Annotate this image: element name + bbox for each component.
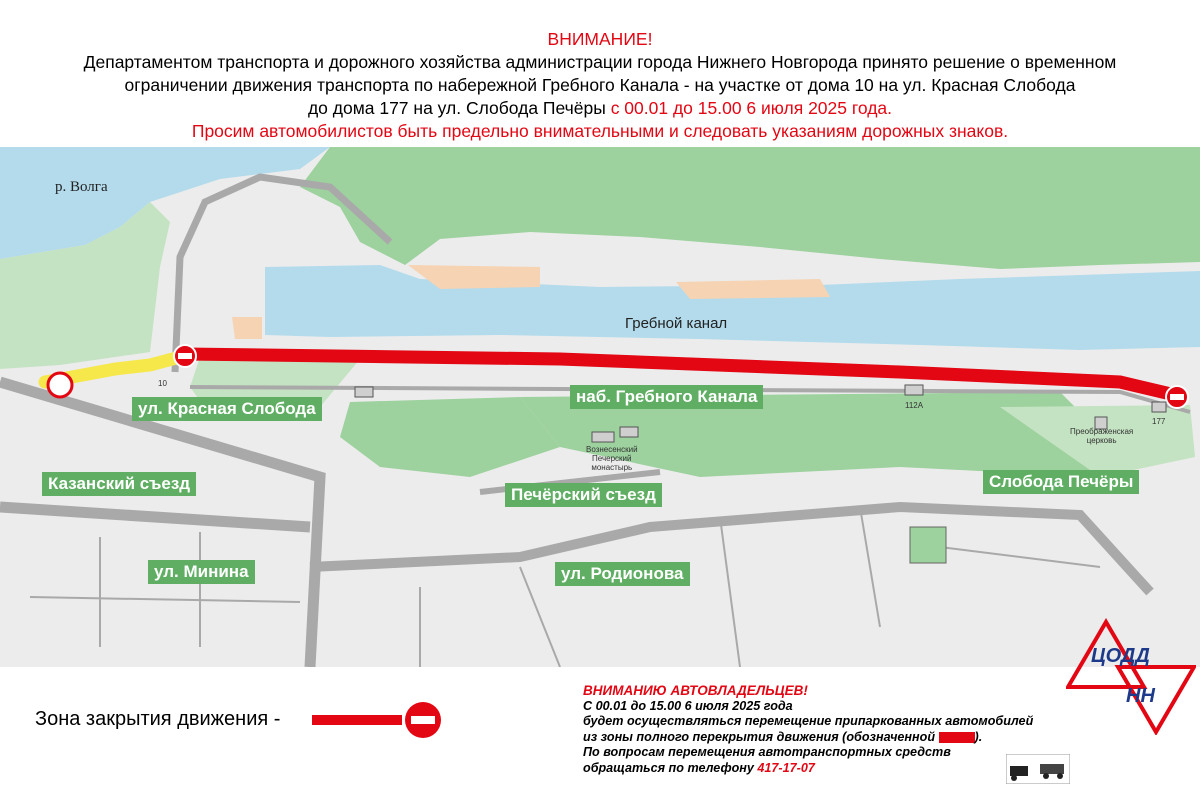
- label-naberezhnaya: наб. Гребного Канала: [570, 385, 763, 409]
- tow-truck-icon: [1006, 754, 1070, 784]
- building-177: [1152, 402, 1166, 412]
- notice-phone-label: обращаться по телефону: [583, 760, 754, 775]
- canal-label: Гребной канал: [625, 315, 728, 332]
- notice-line-5: [583, 761, 1033, 777]
- legend: [35, 708, 280, 731]
- house-10: 10: [158, 379, 167, 388]
- monastery-building-2: [620, 427, 638, 437]
- legend-closure-line: [312, 715, 402, 725]
- house-177: 177: [1152, 417, 1166, 426]
- no-entry-sign-start: [174, 345, 196, 367]
- codd-logo: [1066, 617, 1196, 735]
- closure-color-swatch: [939, 732, 975, 743]
- logo-top-text: ЦОДД: [1091, 645, 1150, 667]
- notice-line-3-end: ).: [974, 729, 983, 744]
- legend-symbols: [312, 700, 452, 740]
- label-kazansky-sezd: Казанский съезд: [42, 472, 196, 496]
- monastery-line-1: Вознесенский: [586, 445, 638, 454]
- car-owners-notice: [583, 683, 1033, 776]
- building: [355, 387, 373, 397]
- notice-phone: 417-17-07: [757, 760, 815, 775]
- logo-bottom-text: НН: [1126, 685, 1155, 707]
- church-label: [1070, 427, 1133, 445]
- beach-2: [676, 279, 830, 299]
- label-sloboda-pechery: Слобода Печёры: [983, 470, 1139, 494]
- notice-line-2: будет осуществляться перемещение припаркованных автомобилей: [583, 714, 1034, 728]
- legend-no-entry-icon: [405, 702, 441, 738]
- monastery-building: [592, 432, 614, 442]
- house-112a: 112А: [905, 401, 924, 410]
- volga-label: р. Волга: [55, 179, 108, 195]
- header-line-3: [0, 97, 1200, 120]
- church-line-1: Преображенская: [1070, 427, 1134, 436]
- notice-header: [0, 28, 1200, 143]
- notice-line-3-text: из зоны полного перекрытия движения (обозначенной: [583, 729, 936, 744]
- notice-line-3: [583, 730, 1033, 746]
- square-park: [910, 527, 946, 563]
- monastery-line-3: монастырь: [591, 463, 633, 472]
- no-entry-sign-end: [1166, 386, 1188, 408]
- label-rodionova: ул. Родионова: [555, 562, 690, 586]
- header-line-1: Департаментом транспорта и дорожного хозяйства администрации города Нижнего Новгорода принято решение о временном: [83, 52, 1117, 72]
- monastery-label: [586, 445, 638, 472]
- map[interactable]: [0, 147, 1200, 667]
- header-line-3-black: до дома 177 на ул. Слобода Печёры: [307, 98, 606, 118]
- legend-text: Зона закрытия движения -: [35, 708, 281, 730]
- monastery-line-2: Печерский: [592, 454, 632, 463]
- header-date-range: с 00.01 до 15.00 6 июля 2025 года.: [610, 98, 893, 118]
- label-krasnaya-sloboda: ул. Красная Слобода: [132, 397, 322, 421]
- header-line-2: ограничении движения транспорта по набережной Гребного Канала - на участке от дома 10 на ул. Красная Слобода: [124, 75, 1076, 95]
- beach-3: [232, 317, 262, 339]
- building-112a: [905, 385, 923, 395]
- church-line-2: церковь: [1086, 436, 1117, 445]
- label-pechersky-sezd: Печёрский съезд: [505, 483, 662, 507]
- notice-title: ВНИМАНИЮ АВТОВЛАДЕЛЬЦЕВ!: [583, 683, 808, 698]
- notice-line-1: С 00.01 до 15.00 6 июля 2025 года: [583, 698, 793, 713]
- notice-line-4: По вопросам перемещения автотранспортных средств: [583, 745, 951, 759]
- header-line-4: Просим автомобилистов быть предельно внимательными и следовать указаниям дорожных знаков.: [191, 121, 1009, 141]
- header-title: ВНИМАНИЕ!: [547, 29, 653, 49]
- label-minina: ул. Минина: [148, 560, 255, 584]
- no-traffic-sign: [48, 373, 72, 397]
